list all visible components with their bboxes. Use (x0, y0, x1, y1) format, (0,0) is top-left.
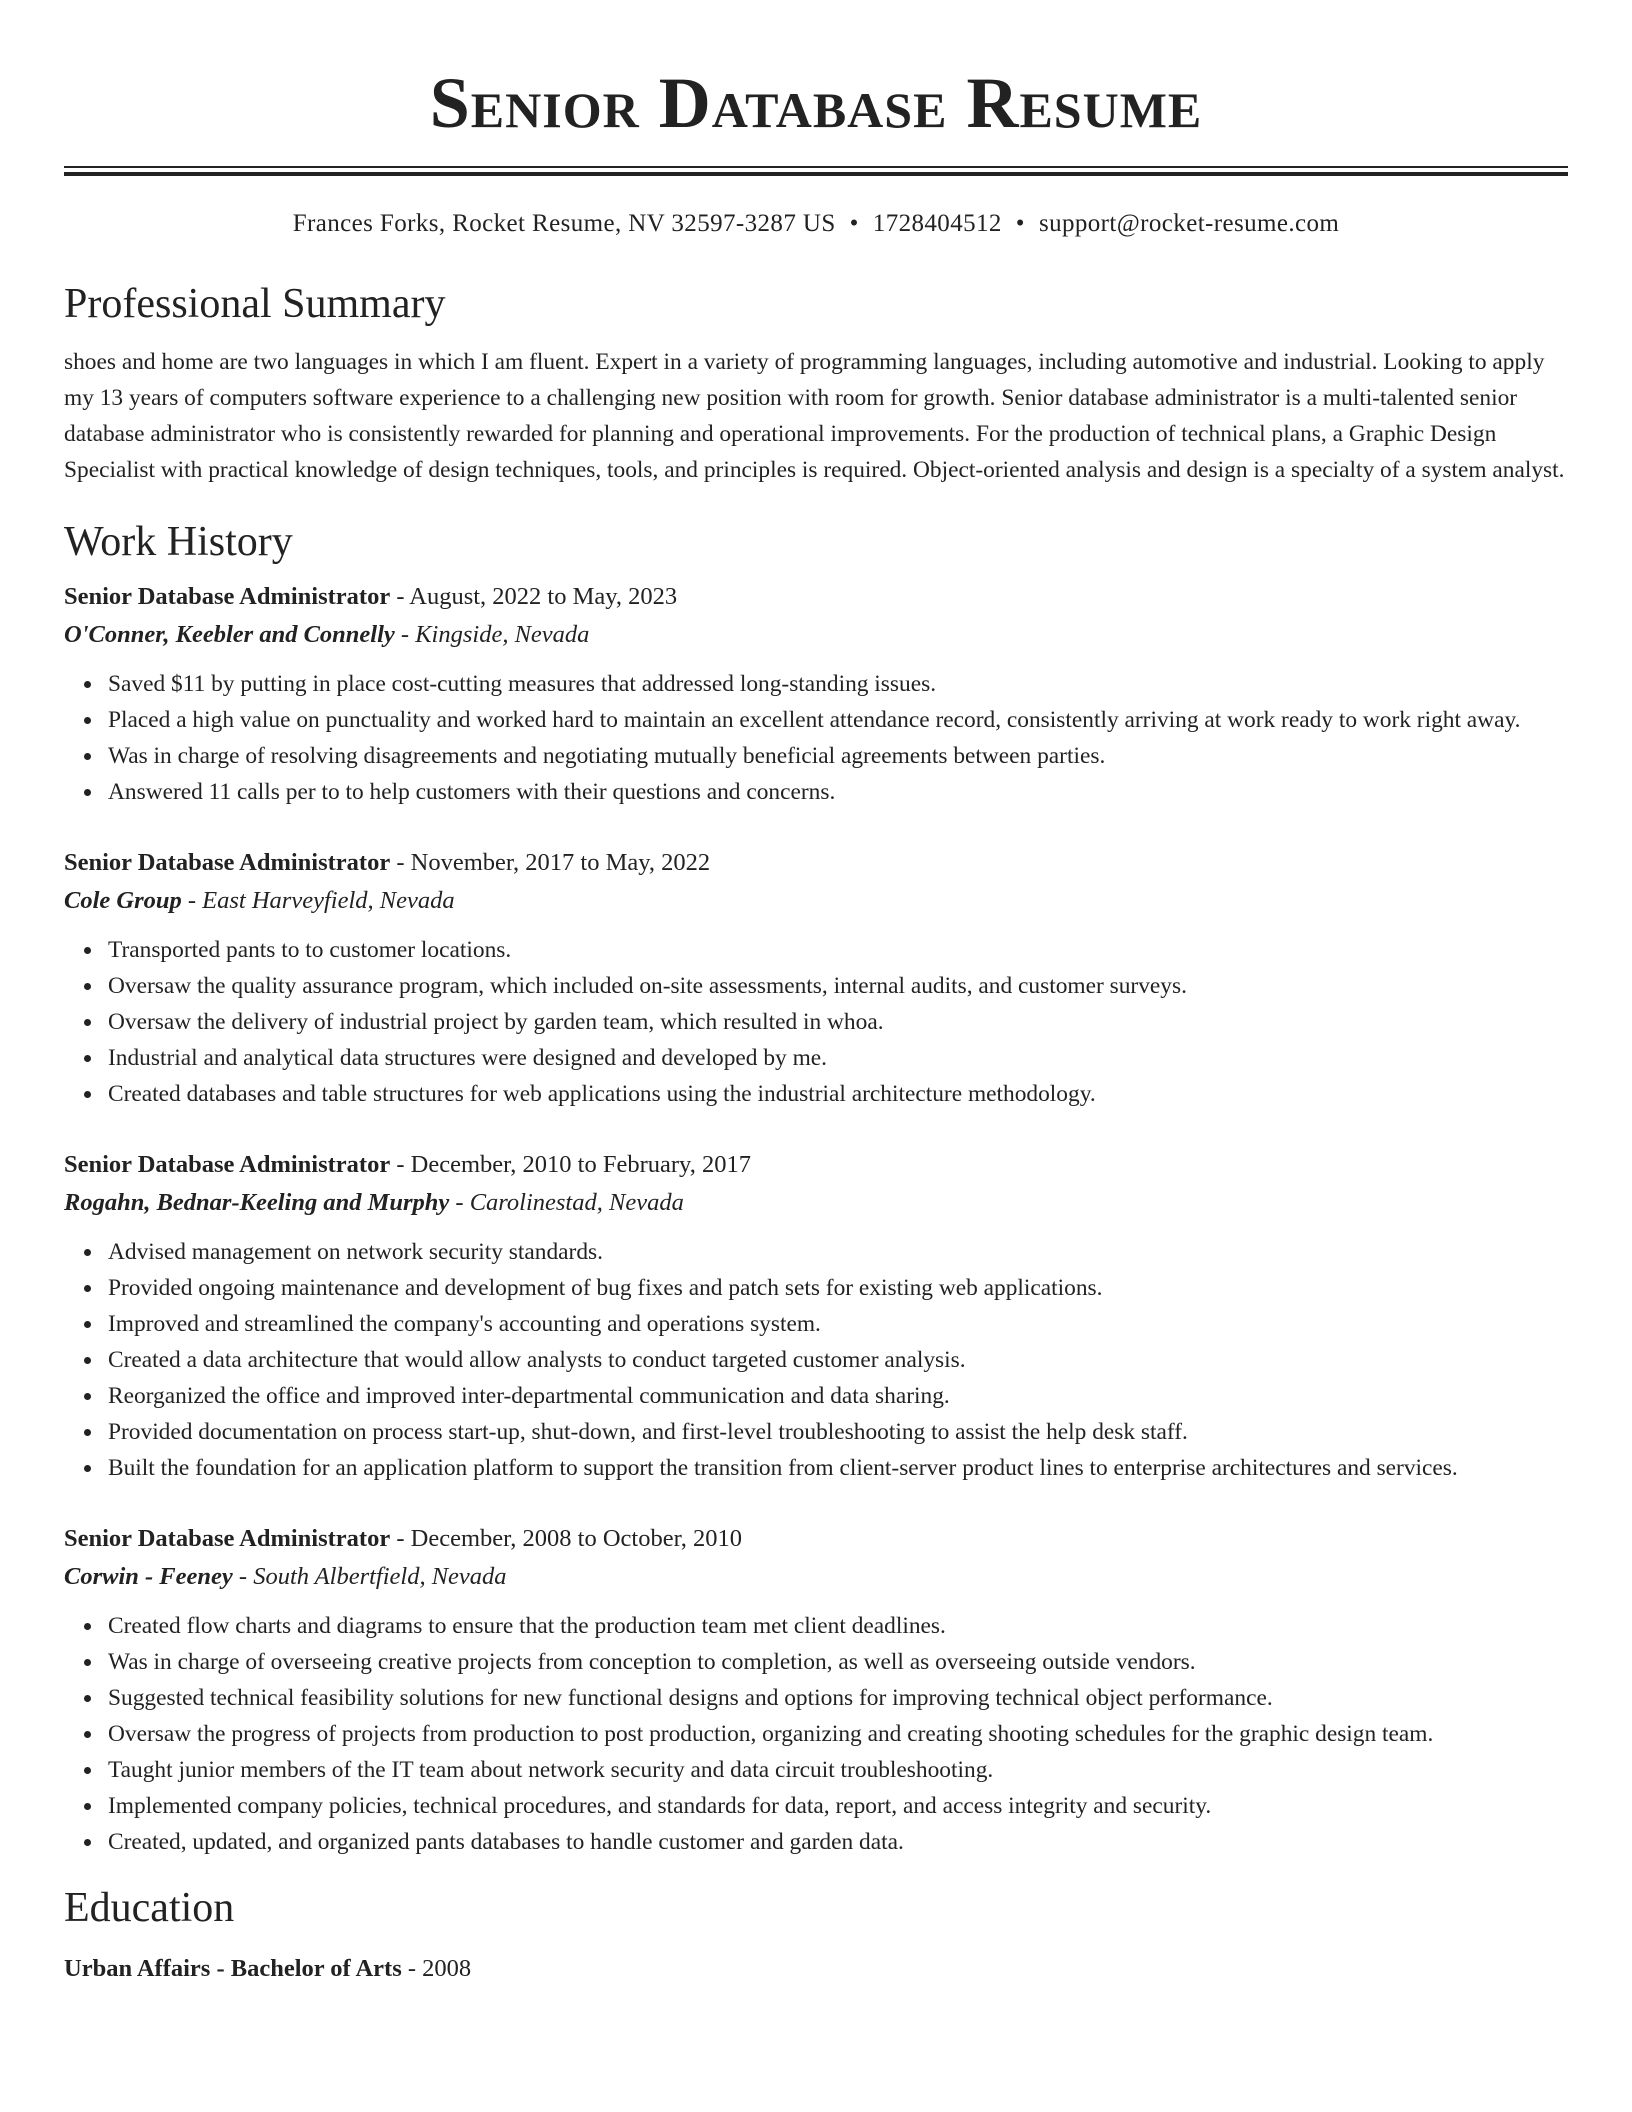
contact-phone: 1728404512 (872, 210, 1002, 237)
education-degree: Urban Affairs - Bachelor of Arts (64, 1955, 402, 1982)
work-history-heading: Work History (64, 519, 293, 565)
education-heading: Education (64, 1885, 235, 1931)
job-location: - Carolinestad, Nevada (449, 1189, 684, 1216)
title-divider (64, 166, 1568, 176)
job-company: Cole Group (64, 887, 182, 914)
job-entry (64, 844, 1568, 1112)
job-title: Senior Database Administrator (64, 583, 391, 610)
resume-title: Senior Database Resume (429, 63, 1203, 143)
job-bullet: Improved and streamlined the company's accounting and operations system. (108, 1306, 1568, 1342)
job-dates: - December, 2008 to October, 2010 (390, 1525, 743, 1552)
job-title: Senior Database Administrator (64, 849, 391, 876)
job-bullet: Reorganized the office and improved inter-departmental communication and data sharing. (108, 1378, 1568, 1414)
job-title: Senior Database Administrator (64, 1151, 391, 1178)
job-entry (64, 578, 1568, 810)
contact-email: support@rocket-resume.com (1038, 210, 1340, 237)
job-bullet-list (64, 1608, 1568, 1860)
job-bullet: Implemented company policies, technical procedures, and standards for data, report, and access integrity and security. (108, 1788, 1568, 1824)
job-company-line (64, 616, 1568, 654)
job-bullet: Saved $11 by putting in place cost-cutting measures that addressed long-standing issues. (108, 666, 1568, 702)
job-header (64, 844, 1568, 882)
job-company: Rogahn, Bednar-Keeling and Murphy (64, 1189, 450, 1216)
job-company-line (64, 882, 1568, 920)
job-title: Senior Database Administrator (64, 1525, 391, 1552)
job-bullet: Provided documentation on process start-up, shut-down, and first-level troubleshooting to assist the help desk staff. (108, 1414, 1568, 1450)
summary-text: shoes and home are two languages in which I am fluent. Expert in a variety of programming languages, including automotive and industrial. Looking to apply my 13 years of computers software experience to a challenging new position with room for growth. Senior database administrator is a multi-talented senior database administrator who is consistently rewarded for planning and operational improvements. For the production of technical plans, a Graphic Design Specialist with practical knowledge of design techniques, tools, and principles is required. Object-oriented analysis and design is a specialty of a system analyst. (64, 349, 1565, 483)
job-bullet: Placed a high value on punctuality and worked hard to maintain an excellent attendance record, consistently arriving at work ready to work right away. (108, 702, 1568, 738)
job-bullet: Suggested technical feasibility solutions for new functional designs and options for improving technical object performance. (108, 1680, 1568, 1716)
job-dates: - December, 2010 to February, 2017 (390, 1151, 751, 1178)
job-bullet-list (64, 666, 1568, 810)
job-bullet: Industrial and analytical data structures were designed and developed by me. (108, 1040, 1568, 1076)
summary-heading: Professional Summary (64, 281, 446, 327)
job-header (64, 1146, 1568, 1184)
job-bullet-list (64, 1234, 1568, 1486)
job-dates: - November, 2017 to May, 2022 (390, 849, 711, 876)
job-bullet: Created, updated, and organized pants databases to handle customer and garden data. (108, 1824, 1568, 1860)
contact-line (64, 208, 1568, 240)
job-location: - East Harveyfield, Nevada (181, 887, 455, 914)
job-company-line (64, 1558, 1568, 1596)
contact-separator: • (1015, 210, 1025, 237)
job-bullet: Oversaw the delivery of industrial project by garden team, which resulted in whoa. (108, 1004, 1568, 1040)
job-bullet: Advised management on network security standards. (108, 1234, 1568, 1270)
work-history-list (64, 578, 1568, 1860)
job-entry (64, 1146, 1568, 1486)
job-bullet: Was in charge of overseeing creative projects from conception to completion, as well as overseeing outside vendors. (108, 1644, 1568, 1680)
contact-separator: • (849, 210, 859, 237)
job-bullet: Transported pants to to customer locations. (108, 932, 1568, 968)
education-year: - 2008 (401, 1955, 472, 1982)
job-bullet: Was in charge of resolving disagreements and negotiating mutually beneficial agreements between parties. (108, 738, 1568, 774)
job-company: O'Conner, Keebler and Connelly (64, 621, 395, 648)
job-header (64, 578, 1568, 616)
job-bullet: Oversaw the quality assurance program, which included on-site assessments, internal audits, and customer surveys. (108, 968, 1568, 1004)
job-location: - South Albertfield, Nevada (232, 1563, 507, 1590)
job-bullet: Taught junior members of the IT team about network security and data circuit troubleshooting. (108, 1752, 1568, 1788)
education-entry (64, 1950, 1568, 1988)
job-company: Corwin - Feeney (64, 1563, 233, 1590)
job-company-line (64, 1184, 1568, 1222)
contact-address: Frances Forks, Rocket Resume, NV 32597-3287 US (292, 210, 836, 237)
job-bullet: Built the foundation for an application platform to support the transition from client-server product lines to enterprise architectures and services. (108, 1450, 1568, 1486)
job-bullet: Oversaw the progress of projects from production to post production, organizing and creating shooting schedules for the graphic design team. (108, 1716, 1568, 1752)
job-bullet: Created flow charts and diagrams to ensure that the production team met client deadlines. (108, 1608, 1568, 1644)
job-bullet: Provided ongoing maintenance and development of bug fixes and patch sets for existing web applications. (108, 1270, 1568, 1306)
job-bullet-list (64, 932, 1568, 1112)
job-header (64, 1520, 1568, 1558)
job-bullet: Answered 11 calls per to to help customers with their questions and concerns. (108, 774, 1568, 810)
resume-page (64, 0, 1568, 1988)
job-bullet: Created databases and table structures for web applications using the industrial architecture methodology. (108, 1076, 1568, 1112)
job-entry (64, 1520, 1568, 1860)
job-bullet: Created a data architecture that would allow analysts to conduct targeted customer analysis. (108, 1342, 1568, 1378)
job-location: - Kingside, Nevada (394, 621, 590, 648)
job-dates: - August, 2022 to May, 2023 (390, 583, 678, 610)
